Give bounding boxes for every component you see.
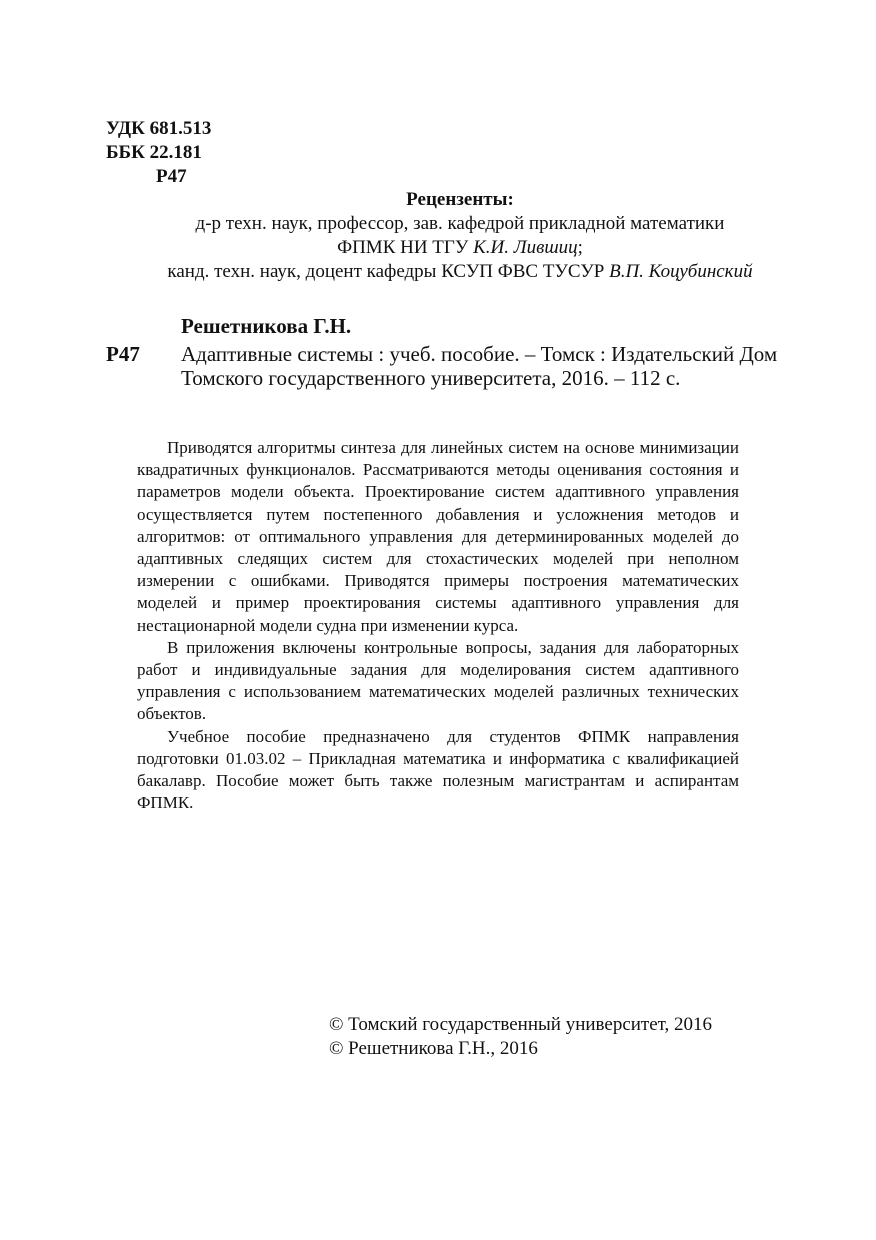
reviewer-line-1: д-р техн. наук, профессор, зав. кафедрой прикладной математики — [195, 213, 725, 234]
bbk-code: ББК 22.181 — [106, 142, 202, 163]
reviewer-line-3 — [100, 260, 820, 284]
copyright-author: © Решетникова Г.Н., 2016 — [329, 1038, 538, 1059]
reviewer-2-affiliation: канд. техн. наук, доцент кафедры КСУП ФВС ТУСУР — [167, 261, 610, 282]
bibliographic-entry — [106, 342, 786, 390]
abstract — [137, 437, 739, 814]
copyright-university: © Томский государственный университет, 2016 — [329, 1014, 713, 1035]
book-author: Решетникова Г.Н. — [181, 314, 352, 338]
reviewers-block — [100, 188, 820, 284]
abstract-paragraph-3: Учебное пособие предназначено для студентов ФПМК направления подготовки 01.03.02 – Прикладная математика и информатика с квалификацией бакалавр. Пособие может быть также полезным магистрантам и аспирантам ФПМК. — [137, 726, 739, 813]
reviewers-title: Рецензенты: — [406, 189, 514, 210]
classification-codes — [106, 117, 211, 189]
reviewer-2-name: В.П. Коцубинский — [609, 261, 753, 282]
bibliographic-code: Р47 — [106, 342, 140, 366]
bibliographic-description: Адаптивные системы : учеб. пособие. – Томск : Издательский Дом Томского государственного университета, 2016. – 112 с. — [181, 342, 778, 390]
abstract-paragraph-2: В приложения включены контрольные вопросы, задания для лабораторных работ и индивидуальные задания для моделирования систем адаптивного управления с использованием математических моделей различных технических объектов. — [137, 637, 739, 724]
reviewer-1-suffix: ; — [577, 237, 583, 258]
author-sign: Р47 — [156, 166, 187, 187]
reviewer-1-affiliation: ФПМК НИ ТГУ — [337, 237, 474, 258]
copyright-block — [329, 1013, 712, 1061]
bibliographic-record — [106, 314, 786, 390]
reviewer-line-2 — [100, 236, 820, 260]
udk-code: УДК 681.513 — [106, 118, 212, 139]
abstract-paragraph-1: Приводятся алгоритмы синтеза для линейных систем на основе минимизации квадратичных функционалов. Рассматриваются методы оценивания состояния и параметров модели объекта. Проектирование систем адаптивного управления осуществляется путем постепенного добавления и усложнения методов и алгоритмов: от оптимального управления для детерминированных моделей до адаптивных следящих систем для стохастических моделей при неполном измерении с ошибками. Приводятся примеры построения математических моделей и пример проектирования системы адаптивного управления для нестационарной модели судна при изменении курса. — [137, 438, 739, 635]
reviewer-1-name: К.И. Лившиц — [473, 237, 578, 258]
